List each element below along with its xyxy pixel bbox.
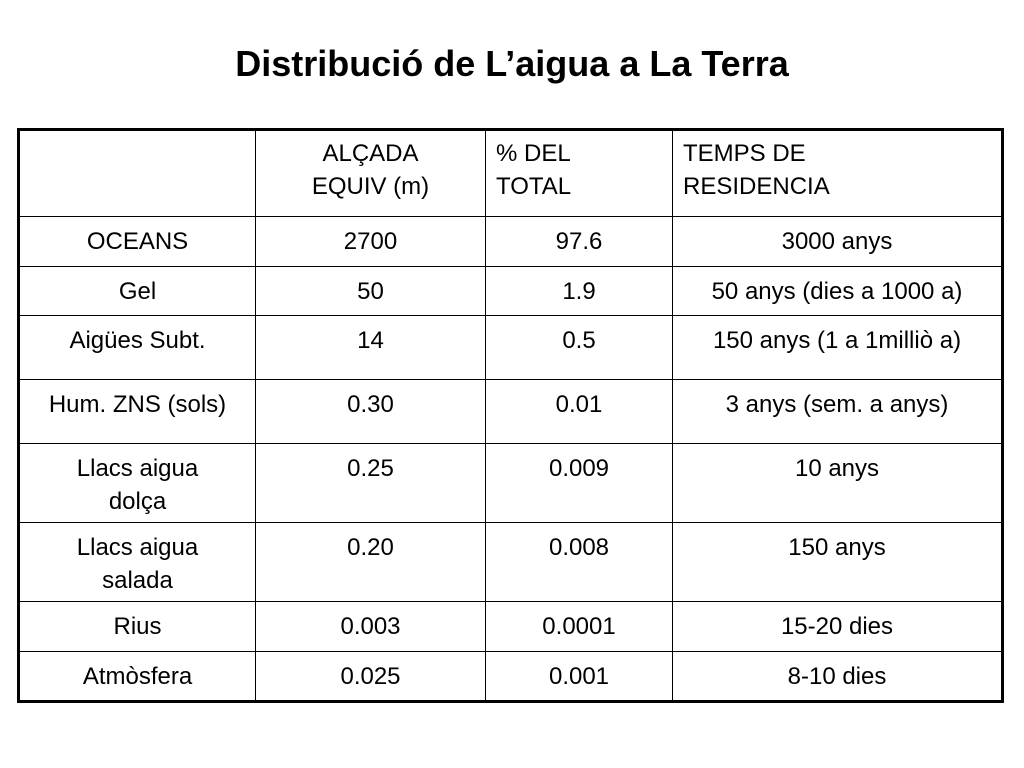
water-distribution-table	[17, 128, 1004, 703]
row-name-line1: Llacs aigua	[76, 455, 199, 482]
header-empty-cell	[19, 130, 256, 217]
row-name-line1: Aigües Subt.	[69, 327, 206, 354]
row-residence: 3000 anys	[673, 217, 1003, 267]
row-name	[19, 316, 256, 380]
row-name-line1: Rius	[113, 613, 162, 640]
header-percent-line2: TOTAL	[496, 173, 572, 200]
header-residence-line2: RESIDENCIA	[683, 173, 830, 200]
page-title: Distribució de L’aigua a La Terra	[235, 43, 789, 84]
header-height-line1: ALÇADA	[322, 140, 419, 167]
header-height-line2: EQUIV (m)	[311, 173, 430, 200]
table-row	[19, 523, 1003, 602]
row-name	[19, 444, 256, 523]
header-residence-line1: TEMPS DE	[683, 140, 806, 167]
table-row	[19, 380, 1003, 444]
row-name	[19, 217, 256, 267]
row-residence: 50 anys (dies a 1000 a)	[673, 267, 1003, 316]
table-row	[19, 444, 1003, 523]
row-height: 0.30	[256, 380, 486, 444]
row-percent: 0.008	[486, 523, 673, 602]
row-residence: 150 anys (1 a 1milliò a)	[673, 316, 1003, 380]
header-percent-line1: % DEL	[496, 140, 571, 167]
row-name	[19, 523, 256, 602]
row-residence: 15-20 dies	[673, 602, 1003, 652]
row-height: 0.20	[256, 523, 486, 602]
table-row	[19, 267, 1003, 316]
header-height-equiv	[256, 130, 486, 217]
table-row	[19, 217, 1003, 267]
row-name-line1: OCEANS	[86, 228, 189, 255]
row-percent: 0.01	[486, 380, 673, 444]
row-name-line1: Atmòsfera	[82, 663, 193, 690]
row-name-line2: dolça	[108, 488, 167, 515]
row-height: 2700	[256, 217, 486, 267]
row-residence: 150 anys	[673, 523, 1003, 602]
row-name-line1: Hum. ZNS (sols)	[48, 391, 227, 418]
table-row	[19, 652, 1003, 702]
table-row	[19, 316, 1003, 380]
row-percent: 0.009	[486, 444, 673, 523]
row-residence: 3 anys (sem. a anys)	[673, 380, 1003, 444]
row-percent: 0.5	[486, 316, 673, 380]
row-name	[19, 267, 256, 316]
row-height: 50	[256, 267, 486, 316]
row-percent: 0.001	[486, 652, 673, 702]
row-name	[19, 652, 256, 702]
table-header-row	[19, 130, 1003, 217]
row-name	[19, 380, 256, 444]
row-name-line1: Llacs aigua	[76, 534, 199, 561]
row-height: 0.025	[256, 652, 486, 702]
row-height: 0.25	[256, 444, 486, 523]
row-percent: 97.6	[486, 217, 673, 267]
row-residence: 8-10 dies	[673, 652, 1003, 702]
row-name-line1: Gel	[118, 278, 157, 305]
row-height: 0.003	[256, 602, 486, 652]
row-percent: 0.0001	[486, 602, 673, 652]
row-name	[19, 602, 256, 652]
row-percent: 1.9	[486, 267, 673, 316]
row-residence: 10 anys	[673, 444, 1003, 523]
row-name-line2: salada	[102, 567, 173, 594]
header-residence-time	[673, 130, 1003, 217]
header-percent-total	[486, 130, 673, 217]
table-row	[19, 602, 1003, 652]
row-height: 14	[256, 316, 486, 380]
